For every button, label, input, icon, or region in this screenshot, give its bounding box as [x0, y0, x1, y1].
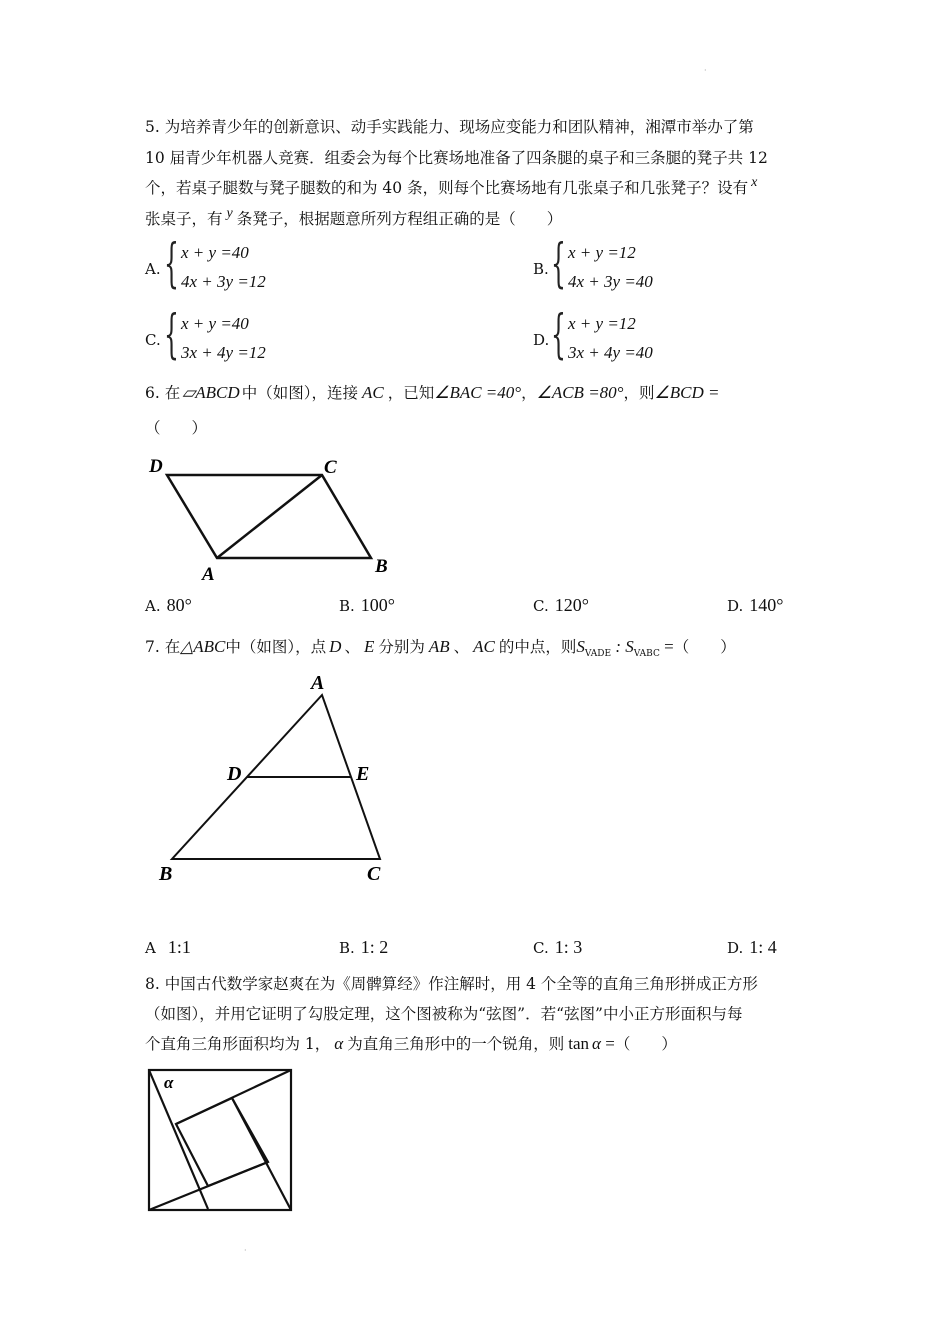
q7-label-b: B — [159, 863, 173, 885]
q7-label-c: C — [367, 863, 381, 885]
q6-option-b-label: B. — [339, 597, 355, 615]
q5-option-c-label: C. — [145, 331, 161, 349]
q5-text-line-2: 10 届青少年机器人竞赛．组委会为每个比赛场地准备了四条腿的桌子和三条腿的凳子共 12 — [145, 149, 768, 167]
q7-option-b-label: B. — [339, 939, 355, 957]
q7-label-e: E — [356, 763, 370, 785]
q8-text-line-2: （如图），并用它证明了勾股定理，这个图被称为“弦图”．若“弦图”中小正方形面积与每 — [145, 1005, 743, 1023]
q8-text-line-3b: 为直角三角形中的一个锐角，则 — [347, 1035, 565, 1053]
q6-option-d-label: D. — [727, 597, 744, 615]
q6-text-p2: 中（如图），连接 — [241, 384, 358, 402]
q8-label-alpha: α — [164, 1073, 174, 1092]
q6-option-b[interactable] — [339, 595, 395, 616]
stray-dot-top: · — [704, 66, 707, 75]
q6-text-p4: ， — [521, 384, 537, 402]
q7-math-ab: AB — [428, 637, 450, 656]
diagonal-ac — [217, 475, 322, 558]
q5-option-b-label: B. — [533, 260, 549, 278]
q5-option-a-label: A. — [145, 260, 161, 278]
q5-option-c-eq1: x + y =40 — [181, 314, 249, 333]
q8-text-line-3a: 个直角三角形面积均为 1， — [145, 1035, 331, 1053]
q5-option-c-eq2: 3x + 4y =12 — [181, 343, 266, 362]
q7-option-d-label: D. — [727, 939, 744, 957]
q5-text-line-4b: 条凳子，根据题意所列方程组正确的是（ ） — [236, 210, 563, 228]
q7-math-eq: = — [659, 637, 674, 656]
q6-label-c: C — [324, 457, 337, 478]
q7-math-abc: △ABC — [180, 637, 226, 656]
q6-math-bac: ∠BAC =40° — [434, 383, 522, 402]
q8-math-alpha: α — [334, 1034, 344, 1053]
q5-text-line-4a: 张桌子，有 — [145, 210, 223, 228]
q7-text-p2: 中（如图），点 — [225, 638, 327, 656]
q6-option-c-value: 120° — [554, 595, 589, 615]
q6-option-b-value: 100° — [360, 595, 395, 615]
q8-text-line-3 — [145, 1034, 677, 1054]
brace-icon: { — [551, 305, 566, 365]
q6-parallelogram-figure — [140, 450, 400, 585]
q8-math-tan: tan — [568, 1034, 590, 1053]
q6-option-a-value: 80° — [166, 595, 192, 615]
q5-option-b-eq1: x + y =12 — [568, 243, 636, 262]
q5-option-c-system — [164, 305, 266, 367]
q6-option-c[interactable] — [533, 595, 589, 616]
q8-text-line-1: 8. 中国古代数学家赵爽在为《周髀算经》作注解时，用 4 个全等的直角三角形拼成正方形 — [145, 975, 758, 993]
q7-text-p7: （ ） — [673, 638, 736, 656]
q6-math-abcd: ▱ABCD — [182, 383, 240, 402]
q6-label-a: A — [202, 564, 215, 585]
q7-text-p3: 、 — [344, 638, 360, 656]
q7-option-b-value: 1: 2 — [360, 937, 389, 957]
q7-sub-ade: VADE — [584, 649, 612, 660]
q5-var-y: y — [226, 206, 233, 221]
q5-option-b-eq2: 4x + 3y =40 — [568, 272, 653, 291]
q7-option-c-value: 1: 3 — [554, 937, 583, 957]
q6-option-d[interactable] — [727, 595, 783, 616]
q6-text-p5: ，则 — [623, 384, 655, 402]
q7-math-d: D — [329, 637, 342, 656]
q7-option-c-label: C. — [533, 939, 549, 957]
q6-text-line-1 — [145, 383, 719, 403]
q7-math-s2: : S — [611, 637, 634, 656]
q5-option-d-system — [551, 305, 653, 367]
q7-label-d: D — [227, 763, 242, 785]
q8-math-eq: = — [600, 1034, 615, 1053]
q5-text-line-3a: 个，若桌子腿数与凳子腿数的和为 40 条，则每个比赛场地有几张桌子和几张凳子？设有 — [145, 179, 749, 197]
q7-triangle-figure — [150, 668, 400, 888]
q6-label-d: D — [149, 456, 163, 477]
q6-math-ac: AC — [361, 383, 384, 402]
q5-option-a-system — [164, 234, 266, 296]
q5-option-a-eq1: x + y =40 — [181, 243, 249, 262]
q7-option-c[interactable] — [533, 937, 582, 958]
brace-icon: { — [164, 305, 179, 365]
q6-text-p1: 6. 在 — [145, 384, 181, 402]
brace-icon: { — [164, 234, 179, 294]
q8-text-line-3c: （ ） — [614, 1035, 677, 1053]
q7-option-a-value: 1:1 — [167, 937, 191, 957]
q6-math-bcd: ∠BCD = — [654, 383, 720, 402]
q5-option-b-system — [551, 234, 653, 296]
q5-text-line-1: 5. 为培养青少年的创新意识、动手实践能力、现场应变能力和团队精神，湘潭市举办了第 — [145, 118, 754, 136]
q5-option-d-eq1: x + y =12 — [568, 314, 636, 333]
q7-text-p1: 7. 在 — [145, 638, 181, 656]
q7-math-ac: AC — [473, 637, 495, 656]
q7-option-b[interactable] — [339, 937, 388, 958]
q6-text-line-2: （ ） — [145, 419, 208, 437]
q7-option-d[interactable] — [727, 937, 777, 958]
q5-option-a-eq2: 4x + 3y =12 — [181, 272, 266, 291]
q6-option-c-label: C. — [533, 597, 549, 615]
q7-option-a-label: A — [145, 939, 156, 957]
q7-label-a: A — [311, 672, 325, 694]
q7-math-e: E — [363, 637, 375, 656]
q8-xian-figure — [140, 1062, 305, 1217]
q5-option-d-eq2: 3x + 4y =40 — [568, 343, 653, 362]
q6-label-b: B — [375, 556, 388, 577]
q5-option-d-label: D. — [533, 331, 550, 349]
stray-dot-bottom: · — [244, 1246, 247, 1255]
q5-text-line-4 — [145, 206, 563, 231]
q7-text-p6: 的中点，则 — [498, 638, 577, 656]
q7-option-a[interactable] — [145, 937, 191, 958]
q5-var-x: x — [751, 175, 758, 190]
q7-text-p5: 、 — [453, 638, 470, 656]
triangle-edge-left — [149, 1070, 208, 1209]
q7-text-line-1 — [145, 637, 736, 664]
q6-option-d-value: 140° — [749, 595, 784, 615]
q8-math-alpha-2: α — [592, 1034, 601, 1053]
q5-text-line-3 — [145, 175, 758, 200]
q6-option-a-label: A. — [145, 597, 161, 615]
q6-math-acb: ∠ACB =80° — [536, 383, 624, 402]
brace-icon: { — [551, 234, 566, 294]
q7-math-s1: S — [576, 637, 585, 656]
q6-option-a[interactable] — [145, 595, 192, 616]
q6-text-p3: ，已知 — [387, 384, 435, 402]
q7-text-p4: 分别为 — [378, 638, 425, 656]
q7-sub-abc: VABC — [633, 649, 660, 660]
q7-option-d-value: 1: 4 — [749, 937, 777, 957]
